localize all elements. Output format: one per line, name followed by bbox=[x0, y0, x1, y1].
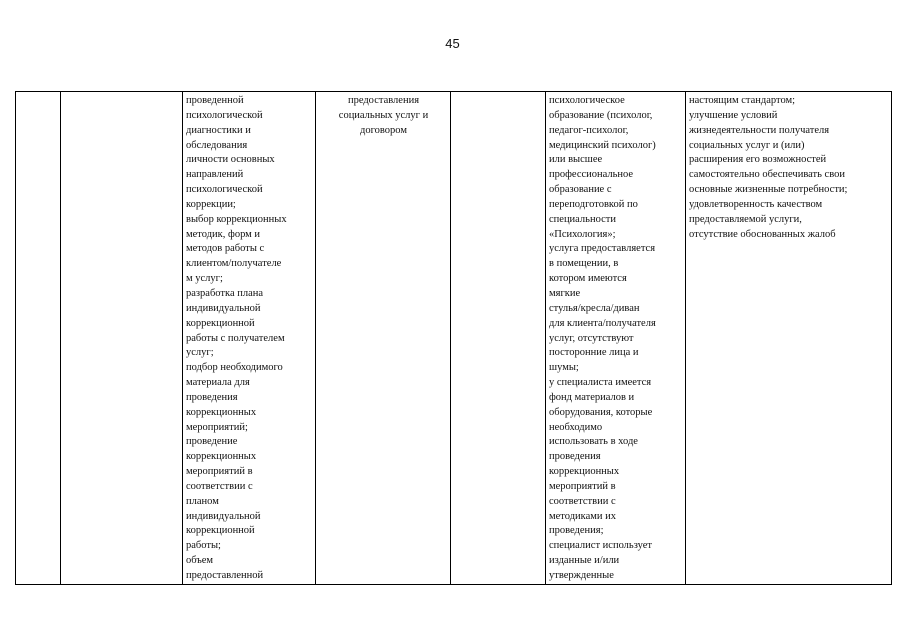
cell-service-description bbox=[183, 92, 316, 585]
text-line: специальности bbox=[549, 213, 616, 225]
text-line: психологической bbox=[186, 184, 263, 196]
text-line: профессиональное bbox=[549, 169, 634, 181]
text-line: коррекции; bbox=[186, 198, 236, 210]
cell-provision-terms bbox=[316, 92, 451, 585]
text-line: индивидуальной bbox=[186, 302, 261, 314]
text-line: использовать в ходе bbox=[549, 436, 638, 448]
text-line: для клиента/получателя bbox=[549, 317, 656, 329]
text-line: мероприятий в bbox=[549, 480, 616, 492]
text-line: «Психология»; bbox=[549, 228, 616, 240]
text-line: проведения bbox=[186, 391, 238, 403]
text-line: проведения; bbox=[549, 525, 604, 537]
cell-quality-indicators bbox=[546, 92, 686, 585]
evaluation-text bbox=[689, 94, 889, 242]
text-line: образование (психолог, bbox=[549, 109, 653, 121]
text-line: фонд материалов и bbox=[549, 391, 635, 403]
text-line: коррекционной bbox=[186, 525, 255, 537]
standards-table bbox=[15, 91, 892, 585]
text-line: направлений bbox=[186, 169, 244, 181]
text-line: проведение bbox=[186, 436, 238, 448]
text-line: стулья/кресла/диван bbox=[549, 302, 640, 314]
cell-number bbox=[16, 92, 61, 585]
text-line: коррекционных bbox=[186, 451, 257, 463]
text-line: коррекционных bbox=[549, 466, 620, 478]
text-line: медицинский психолог) bbox=[549, 139, 656, 151]
provision-terms-text bbox=[319, 94, 448, 139]
text-line: посторонние лица и bbox=[549, 347, 639, 359]
text-line: услуга предоставляется bbox=[549, 243, 656, 255]
text-line: улучшение условий bbox=[689, 109, 778, 121]
text-line: отсутствие обоснованных жалоб bbox=[689, 228, 836, 240]
text-line: личности основных bbox=[186, 154, 275, 166]
text-line: котором имеются bbox=[549, 273, 627, 285]
text-line: самостоятельно обеспечивать свои bbox=[689, 169, 845, 181]
text-line: обследования bbox=[186, 139, 248, 151]
text-line: психологическое bbox=[549, 95, 625, 106]
text-line: коррекционных bbox=[186, 406, 257, 418]
text-line: изданные и/или bbox=[549, 555, 620, 567]
text-line: удовлетворенность качеством bbox=[689, 198, 823, 210]
text-line: разработка плана bbox=[186, 287, 264, 299]
text-line: проведения bbox=[549, 451, 601, 463]
text-line: шумы; bbox=[549, 362, 579, 374]
text-line: основные жизненные потребности; bbox=[689, 184, 848, 196]
text-line: подбор необходимого bbox=[186, 362, 283, 374]
text-line: работы с получателем bbox=[186, 332, 285, 344]
text-line: клиентом/получателе bbox=[186, 258, 282, 270]
text-line: жизнедеятельности получателя bbox=[689, 124, 830, 136]
text-line: выбор коррекционных bbox=[186, 213, 287, 225]
text-line: методов работы с bbox=[186, 243, 265, 255]
text-line: услуг; bbox=[186, 347, 214, 359]
text-line: в помещении, в bbox=[549, 258, 619, 270]
text-line: психологической bbox=[186, 109, 263, 121]
text-line: необходимо bbox=[549, 421, 603, 433]
text-line: или высшее bbox=[549, 154, 603, 166]
service-description-text bbox=[186, 94, 313, 584]
text-line: методик, форм и bbox=[186, 228, 261, 240]
text-line: проведенной bbox=[186, 95, 244, 106]
text-line: методиками их bbox=[549, 510, 617, 522]
text-line: предоставления bbox=[347, 95, 420, 106]
cell-evaluation bbox=[686, 92, 892, 585]
text-line: социальных услуг и (или) bbox=[689, 139, 805, 151]
text-line: соответствии с bbox=[186, 480, 253, 492]
text-line: планом bbox=[186, 495, 219, 507]
text-line: образование с bbox=[549, 184, 612, 196]
text-line: переподготовкой по bbox=[549, 198, 638, 210]
table-row bbox=[16, 92, 892, 585]
text-line: соответствии с bbox=[549, 495, 616, 507]
text-line: утвержденные bbox=[549, 570, 614, 581]
text-line: объем bbox=[186, 555, 214, 567]
text-line: м услуг; bbox=[186, 273, 223, 285]
text-line: диагностики и bbox=[186, 124, 251, 136]
text-line: договором bbox=[360, 124, 407, 136]
text-line: социальных услуг и bbox=[338, 109, 429, 121]
text-line: услуг, отсутствуют bbox=[549, 332, 634, 344]
text-line: у специалиста имеется bbox=[549, 377, 652, 389]
text-line: мероприятий в bbox=[186, 466, 253, 478]
cell-price bbox=[451, 92, 546, 585]
text-line: коррекционной bbox=[186, 317, 255, 329]
text-line: предоставляемой услуги, bbox=[689, 213, 802, 225]
text-line: мягкие bbox=[549, 287, 581, 299]
cell-service-name bbox=[61, 92, 183, 585]
text-line: работы; bbox=[186, 540, 221, 552]
quality-indicators-text bbox=[549, 94, 683, 584]
page-number: 45 bbox=[445, 36, 460, 51]
text-line: материала для bbox=[186, 377, 250, 389]
text-line: мероприятий; bbox=[186, 421, 248, 433]
text-line: специалист использует bbox=[549, 540, 652, 552]
text-line: настоящим стандартом; bbox=[689, 95, 796, 106]
text-line: оборудования, которые bbox=[549, 406, 653, 418]
text-line: индивидуальной bbox=[186, 510, 261, 522]
text-line: расширения его возможностей bbox=[689, 154, 827, 166]
text-line: педагог-психолог, bbox=[549, 124, 629, 136]
text-line: предоставленной bbox=[186, 570, 264, 581]
